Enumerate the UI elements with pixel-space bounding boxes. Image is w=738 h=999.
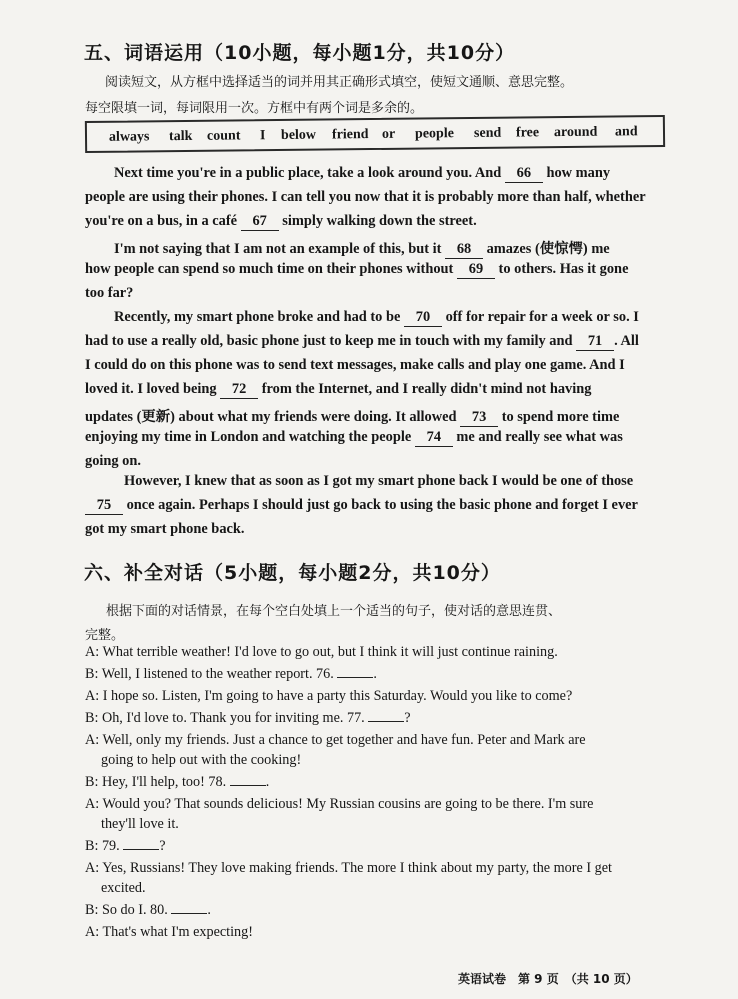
dialogue-line: excited. (101, 880, 146, 896)
passage-line: I'm not saying that I am not an example of this, but it 68 amazes (使惊愕) me (114, 241, 610, 257)
dialogue-line: going to help out with the cooking! (101, 752, 302, 768)
dialogue-line: A: I hope so. Listen, I'm going to have a party this Saturday. Would you like to come? (85, 688, 573, 704)
word-box-word: below (280, 127, 317, 143)
blank-68: 68 (445, 241, 483, 259)
answer-blank-79 (123, 849, 159, 850)
passage-line: I could do on this phone was to send text messages, make calls and play one game. And I (85, 357, 625, 373)
dialogue-line: A: Yes, Russians! They love making friends. The more I think about my party, the more I get (85, 860, 612, 876)
answer-blank-78 (230, 785, 266, 786)
blank-75: 75 (85, 497, 123, 515)
section5-title: 五、词语运用（10小题，每小题1分，共10分） (84, 42, 516, 64)
passage-line: how people can spend so much time on their phones without 69 to others. Has it gone (85, 261, 629, 277)
word-box-word: always (108, 129, 150, 145)
passage-line: However, I knew that as soon as I got my smart phone back I would be one of those (124, 473, 634, 489)
word-box-word: talk (168, 128, 193, 145)
word-box-word: or (381, 126, 396, 142)
word-box-word: and (614, 124, 638, 140)
blank-74: 74 (415, 429, 453, 447)
passage-line: loved it. I loved being 72 from the Internet, and I really didn't mind not having (85, 381, 592, 397)
dialogue-line: B: Oh, I'd love to. Thank you for inviting me. 77. ? (85, 710, 411, 726)
word-box-word: send (473, 125, 502, 141)
word-box (85, 115, 665, 153)
page-footer: 英语试卷 第 9 页 （共 10 页） (458, 972, 638, 986)
blank-69: 69 (457, 261, 495, 279)
passage-line: people are using their phones. I can tell you now that it is probably more than half, whether (85, 189, 646, 205)
dialogue-line: B: 79. ? (85, 838, 166, 854)
answer-blank-76 (337, 677, 373, 678)
word-box-word: around (553, 124, 598, 141)
dialogue-line: A: Well, only my friends. Just a chance to get together and have fun. Peter and Mark are (85, 732, 586, 748)
blank-70: 70 (404, 309, 442, 327)
blank-73: 73 (460, 409, 498, 427)
section5-instruction-2: 每空限填一词，每词限用一次。方框中有两个词是多余的。 (85, 101, 424, 116)
word-box-word: friend (331, 127, 369, 143)
passage-line: going on. (85, 453, 141, 469)
answer-blank-80 (171, 913, 207, 914)
dialogue-line: B: So do I. 80. . (85, 902, 211, 918)
passage-line: 75 once again. Perhaps I should just go back to using the basic phone and forget I ever (85, 497, 638, 515)
passage-line: had to use a really old, basic phone just to keep me in touch with my family and 71 . All (85, 333, 639, 349)
blank-72: 72 (220, 381, 258, 399)
passage-line: updates (更新) about what my friends were doing. It allowed 73 to spend more time (85, 409, 620, 425)
blank-67: 67 (241, 213, 279, 231)
passage-line: you're on a bus, in a café 67 simply walking down the street. (85, 213, 477, 229)
word-box-word: count (206, 128, 241, 144)
section6-title: 六、补全对话（5小题，每小题2分，共10分） (84, 562, 501, 584)
dialogue-line: B: Hey, I'll help, too! 78. . (85, 774, 270, 790)
dialogue-line: A: Would you? That sounds delicious! My Russian cousins are going to be there. I'm sure (85, 796, 594, 812)
section6-instruction-2: 完整。 (85, 628, 125, 643)
dialogue-line: A: What terrible weather! I'd love to go out, but I think it will just continue raining. (85, 644, 558, 660)
word-box-word: people (414, 126, 454, 142)
blank-71: 71 (576, 333, 614, 351)
passage-line: Next time you're in a public place, take a look around you. And 66 how many (114, 165, 611, 181)
dialogue-line: B: Well, I listened to the weather report. 76. . (85, 666, 377, 682)
word-box-word: I (259, 128, 266, 144)
passage-line: too far? (85, 285, 134, 301)
blank-66: 66 (505, 165, 543, 183)
dialogue-line: they'll love it. (101, 816, 179, 832)
passage-line: enjoying my time in London and watching the people 74 me and really see what was (85, 429, 623, 445)
section5-instruction-1: 阅读短文，从方框中选择适当的词并用其正确形式填空，使短文通顺、意思完整。 (105, 75, 574, 90)
word-box-word: free (515, 125, 540, 141)
answer-blank-77 (368, 721, 404, 722)
passage-line: got my smart phone back. (85, 521, 245, 537)
passage-line: Recently, my smart phone broke and had to be 70 off for repair for a week or so. I (114, 309, 639, 325)
section6-instruction-1: 根据下面的对话情景，在每个空白处填上一个适当的句子，使对话的意思连贯、 (106, 604, 562, 619)
dialogue-line: A: That's what I'm expecting! (85, 924, 253, 940)
